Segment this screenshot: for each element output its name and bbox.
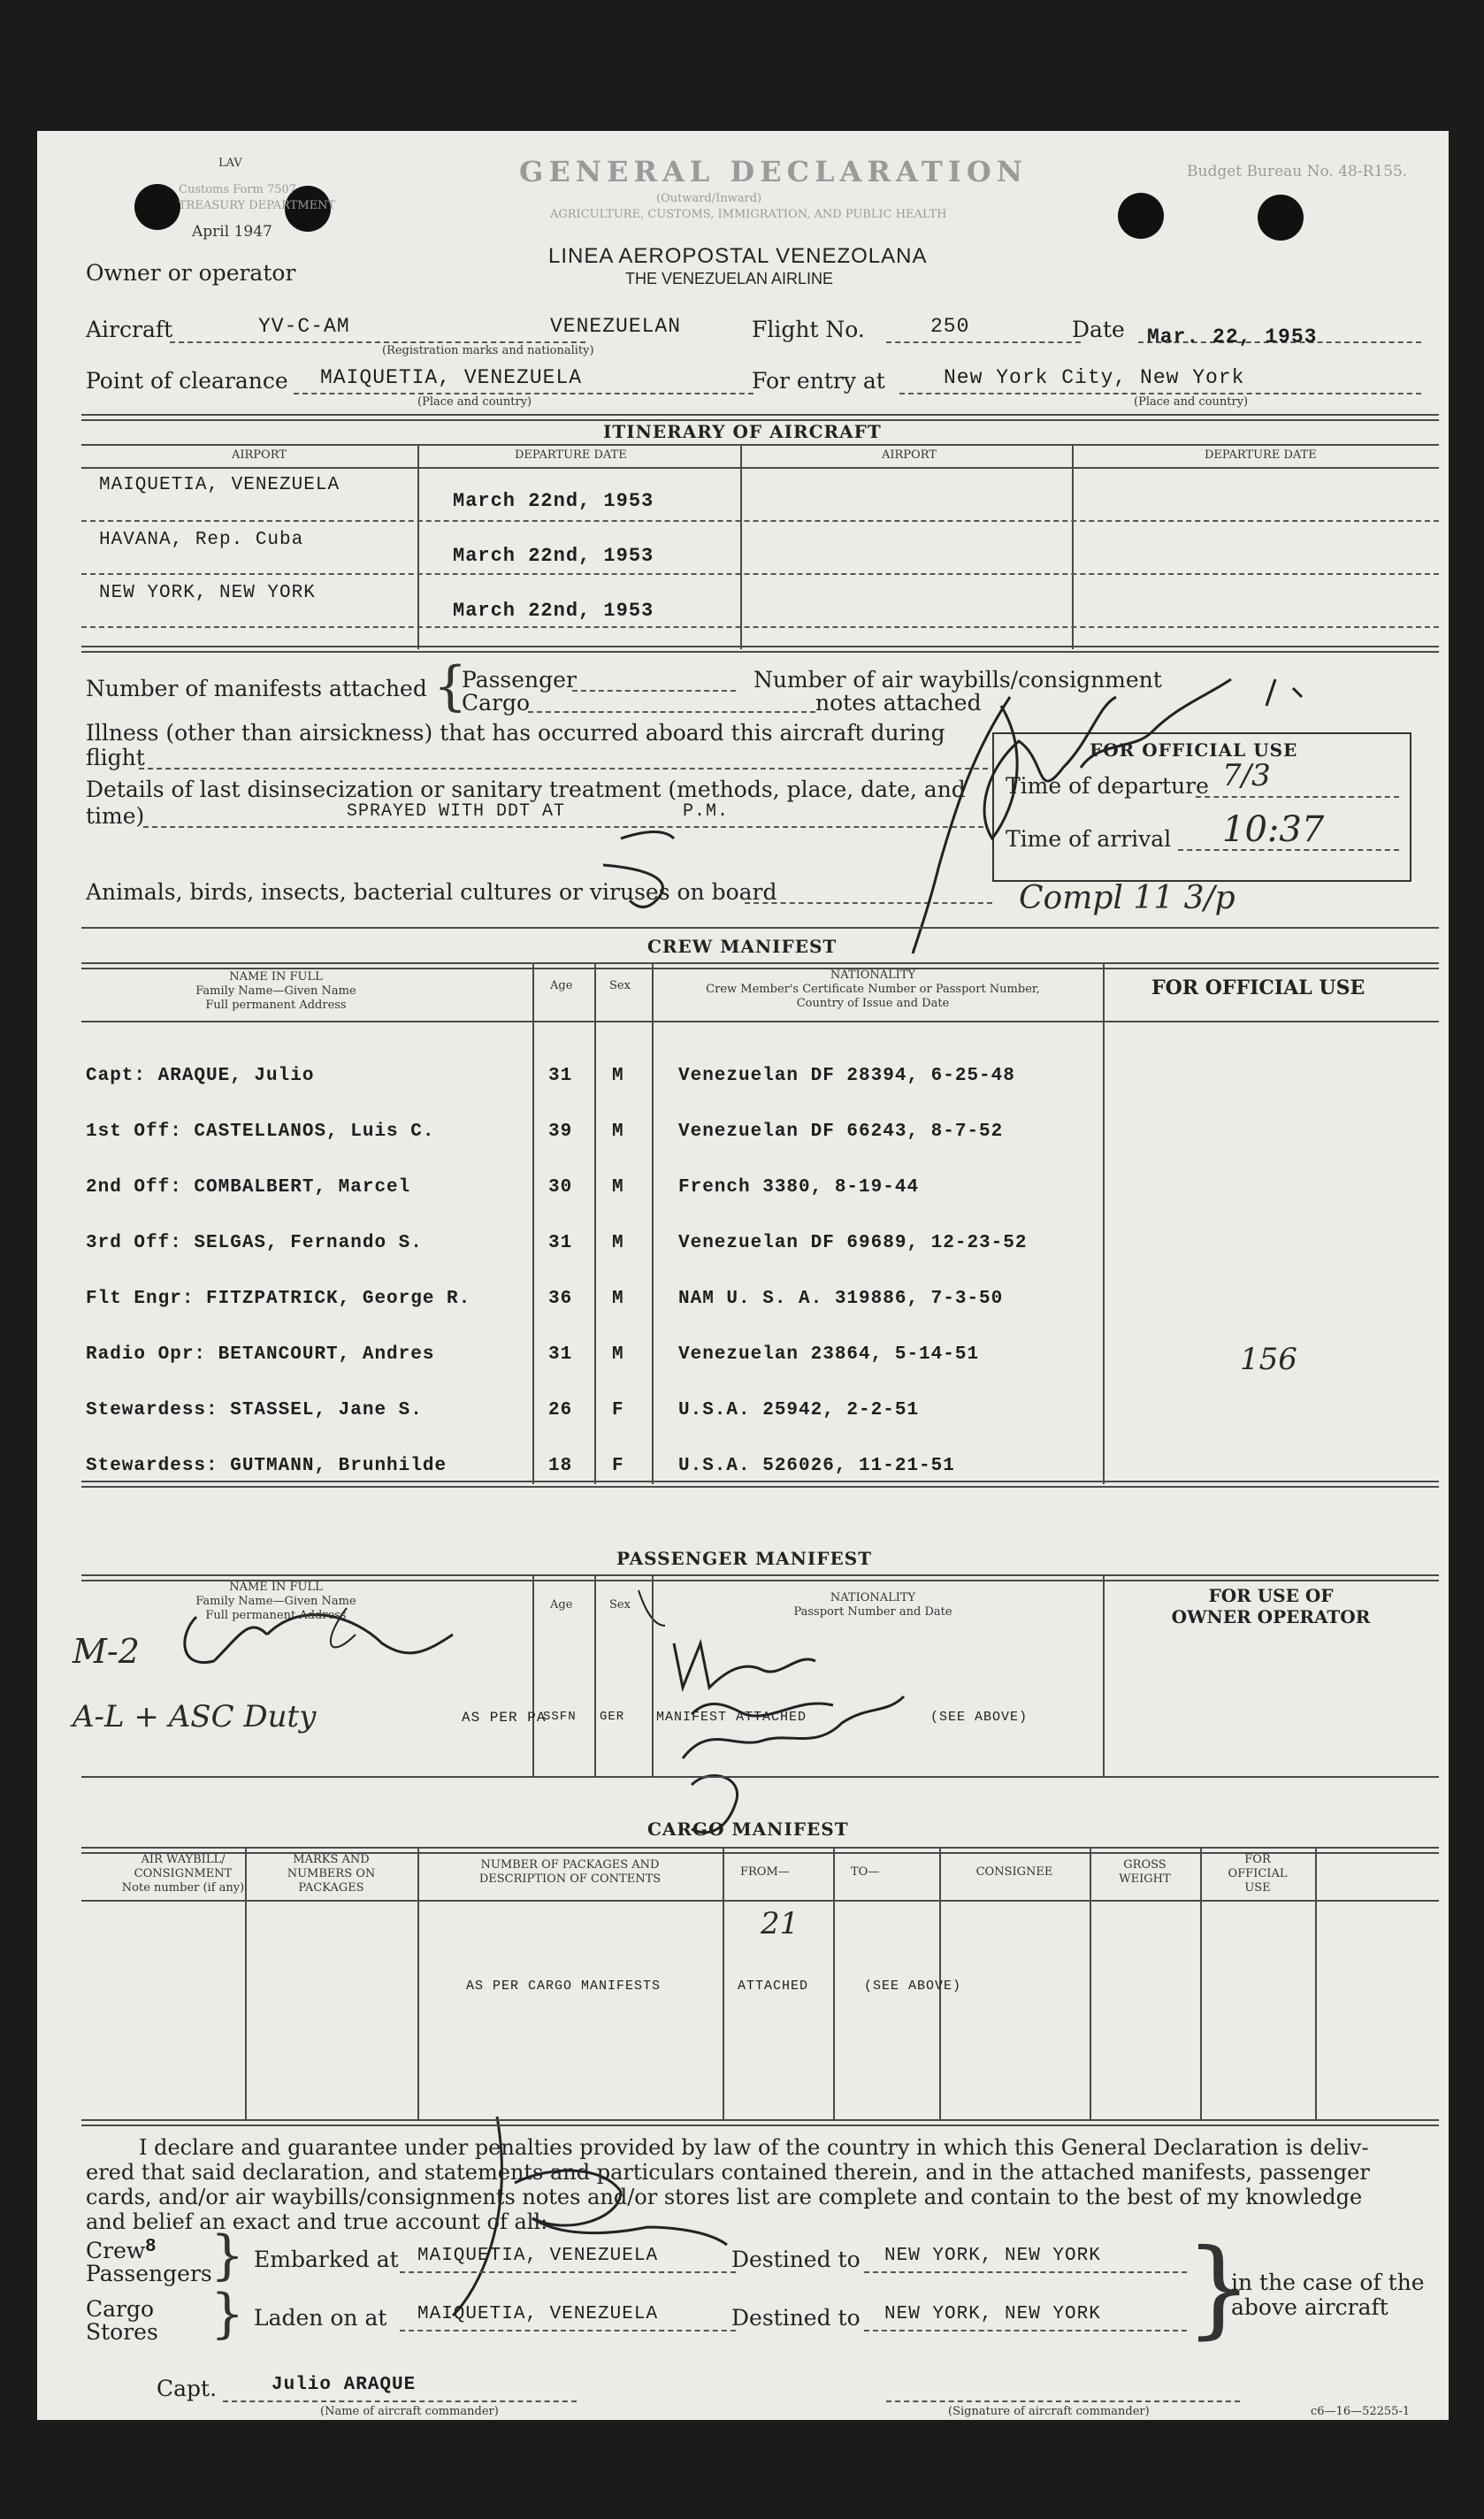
passenger-handwriting-code: M-2 bbox=[73, 1632, 140, 1671]
crew-sex: M bbox=[612, 1066, 624, 1086]
crew-age: 30 bbox=[548, 1177, 573, 1198]
cargo-see-above: (SEE ABOVE) bbox=[864, 1979, 962, 1994]
passenger-manifest-attached: MANIFEST ATTACHED bbox=[656, 1710, 807, 1725]
form-subtitle: (Outward/Inward) bbox=[656, 192, 762, 205]
aircraft-registration: YV-C-AM bbox=[258, 315, 350, 338]
crew-name: Stewardess: GUTMANN, Brunhilde bbox=[86, 1456, 447, 1476]
itinerary-col-departure: DEPARTURE DATE bbox=[515, 448, 627, 462]
embarked-label: Embarked at bbox=[254, 2247, 399, 2272]
clearance-place-note: (Place and country) bbox=[417, 395, 532, 409]
registration-note: (Registration marks and nationality) bbox=[382, 344, 594, 357]
passenger-divider bbox=[594, 1574, 596, 1778]
itinerary-airport: HAVANA, Rep. Cuba bbox=[99, 530, 304, 550]
certification-line: I declare and guarantee under penalties provided by law of the country in which this General Declaration is deliv- bbox=[139, 2135, 1369, 2160]
budget-bureau: Budget Bureau No. 48-R155. bbox=[1187, 163, 1408, 180]
cargo-col-consignee: CONSIGNEE bbox=[975, 1865, 1053, 1879]
entry-label: For entry at bbox=[752, 368, 885, 394]
crew-divider bbox=[594, 962, 596, 1484]
passenger-col-name-sub: Family Name—Given Name bbox=[195, 1595, 356, 1608]
crew-age: 36 bbox=[548, 1289, 573, 1309]
crew-divider bbox=[1103, 962, 1105, 1484]
crew-sex: M bbox=[612, 1344, 624, 1365]
crew-sex: M bbox=[612, 1122, 624, 1142]
crew-nationality: Venezuelan DF 28394, 6-25-48 bbox=[678, 1066, 1015, 1086]
cargo-as-per: AS PER CARGO MANIFESTS bbox=[466, 1979, 662, 1994]
in-case-label: in the case of the bbox=[1231, 2270, 1425, 2295]
destined2-line bbox=[864, 2330, 1187, 2331]
passenger-heading: PASSENGER MANIFEST bbox=[616, 1548, 873, 1569]
certification-line: and belief an exact and true account of all: bbox=[86, 2209, 548, 2234]
arrival-time-handwriting: 10:37 bbox=[1222, 809, 1325, 850]
cargo-heading: CARGO MANIFEST bbox=[647, 1818, 849, 1840]
captain-name-line bbox=[223, 2400, 577, 2402]
embarked-at: MAIQUETIA, VENEZUELA bbox=[417, 2246, 659, 2266]
cargo-col-weight: WEIGHT bbox=[1119, 1872, 1171, 1886]
crew-sex: M bbox=[612, 1177, 624, 1198]
declaration-sheet bbox=[37, 131, 1449, 2420]
cargo-col-numbers: NUMBERS ON bbox=[287, 1867, 376, 1880]
cargo-bottom-rule bbox=[81, 2119, 1439, 2126]
crew-divider bbox=[652, 962, 654, 1484]
crew-count-label: Crew bbox=[86, 2238, 146, 2263]
stores-count-label: Stores bbox=[86, 2319, 158, 2345]
form-title: GENERAL DECLARATION bbox=[519, 155, 1028, 188]
cargo-divider bbox=[1315, 1847, 1317, 2121]
crew-col-age: Age bbox=[550, 979, 573, 992]
passenger-see-above: (SEE ABOVE) bbox=[930, 1710, 1029, 1725]
illness-flight-label: flight bbox=[86, 745, 145, 770]
crew-top-rule bbox=[81, 927, 1439, 929]
crew-nationality: Venezuelan DF 69689, 12-23-52 bbox=[678, 1233, 1028, 1253]
passenger-handwriting-scrawl bbox=[656, 1617, 975, 1776]
itinerary-date: March 22nd, 1953 bbox=[453, 490, 654, 512]
captain-name-note: (Name of aircraft commander) bbox=[320, 2405, 499, 2418]
passenger-divider bbox=[1103, 1574, 1105, 1778]
captain-label: Capt. bbox=[157, 2376, 218, 2401]
treasury-department: TREASURY DEPARTMENT bbox=[179, 199, 336, 212]
cargo-divider bbox=[833, 1847, 835, 2121]
cargo-manifest-label: Cargo bbox=[462, 690, 531, 716]
sprayed-note: SPRAYED WITH DDT AT bbox=[347, 801, 566, 822]
cargo-header-rule bbox=[81, 1847, 1439, 1854]
itinerary-airport: MAIQUETIA, VENEZUELA bbox=[99, 475, 340, 495]
passenger-as-per: AS PER PA bbox=[462, 1710, 547, 1726]
crew-brace: } bbox=[210, 2224, 245, 2286]
crew-col-certificate: Crew Member's Certificate Number or Passport Number, bbox=[706, 983, 1040, 996]
passengers-count-label: Passengers bbox=[86, 2261, 212, 2286]
crew-nationality: French 3380, 8-19-44 bbox=[678, 1177, 920, 1198]
cargo-attached: ATTACHED bbox=[738, 1979, 809, 1994]
completion-handwriting: Compl 11 3/p bbox=[1019, 880, 1235, 916]
cargo-divider bbox=[245, 1847, 247, 2121]
date-label: Date bbox=[1072, 317, 1125, 342]
certification-line: ered that said declaration, and statements and particulars contained therein, and in the attached manifests, passenger bbox=[86, 2160, 1370, 2185]
destined-label: Destined to bbox=[731, 2247, 861, 2272]
cargo-col-number: NUMBER OF PACKAGES AND bbox=[480, 1858, 660, 1872]
destined2-label: Destined to bbox=[731, 2305, 861, 2331]
crew-col-address: Full permanent Address bbox=[205, 999, 347, 1012]
disinsection-label: Details of last disinsecization or sanitary treatment (methods, place, date, and bbox=[86, 777, 966, 802]
crew-col-nationality: NATIONALITY bbox=[830, 969, 916, 982]
crew-col-official: FOR OFFICIAL USE bbox=[1151, 976, 1365, 999]
laden-label: Laden on at bbox=[254, 2305, 387, 2331]
certification-line: cards, and/or air waybills/consignments notes and/or stores list are complete and contain to the best of my knowledge bbox=[86, 2185, 1363, 2209]
sprayed-pm: P.M. bbox=[683, 801, 730, 822]
passenger-col-passport: Passport Number and Date bbox=[793, 1605, 952, 1619]
crew-nationality: U.S.A. 526026, 11-21-51 bbox=[678, 1456, 955, 1476]
airline-stamp-english: THE VENEZUELAN AIRLINE bbox=[625, 270, 834, 287]
crew-bottom-rule bbox=[81, 1481, 1439, 1488]
above-aircraft-label: above aircraft bbox=[1231, 2294, 1388, 2320]
flight-date: Mar. 22, 1953 bbox=[1147, 325, 1318, 348]
itinerary-heading: ITINERARY OF AIRCRAFT bbox=[603, 421, 882, 442]
cargo-divider bbox=[1090, 1847, 1091, 2121]
cargo-col-gross: GROSS bbox=[1123, 1858, 1167, 1872]
crew-age: 39 bbox=[548, 1122, 573, 1142]
clearance-label: Point of clearance bbox=[86, 368, 288, 394]
crew-sex: F bbox=[612, 1456, 624, 1476]
crew-age: 31 bbox=[548, 1066, 573, 1086]
crew-age: 31 bbox=[548, 1233, 573, 1253]
crew-age: 31 bbox=[548, 1344, 573, 1365]
passenger-ssfn: SSFN bbox=[543, 1710, 577, 1724]
aircraft-nationality: VENEZUELAN bbox=[550, 315, 682, 338]
crew-name: Flt Engr: FITZPATRICK, George R. bbox=[86, 1289, 471, 1309]
crew-nationality: Venezuelan DF 66243, 8-7-52 bbox=[678, 1122, 1004, 1142]
crew-name: 1st Off: CASTELLANOS, Luis C. bbox=[86, 1122, 435, 1142]
notes-attached-label: notes attached bbox=[815, 690, 982, 716]
passenger-col-owner-operator: OWNER OPERATOR bbox=[1171, 1606, 1371, 1627]
crew-sex: M bbox=[612, 1233, 624, 1253]
crew-name: Stewardess: STASSEL, Jane S. bbox=[86, 1400, 423, 1420]
passenger-manifest-label: Passenger bbox=[462, 667, 577, 693]
cargo-col-consignment: CONSIGNMENT bbox=[134, 1867, 233, 1880]
crew-count: 8 bbox=[145, 2237, 157, 2257]
cargo-brace: } bbox=[210, 2283, 245, 2345]
crew-nationality: U.S.A. 25942, 2-2-51 bbox=[678, 1400, 920, 1420]
destined-line bbox=[864, 2271, 1187, 2273]
passenger-col-owner: FOR USE OF bbox=[1208, 1585, 1334, 1606]
crew-age: 18 bbox=[548, 1456, 573, 1476]
cargo-col-marks: MARKS AND bbox=[293, 1853, 370, 1866]
cargo-handwriting: 21 bbox=[761, 1906, 799, 1941]
crew-heading: CREW MANIFEST bbox=[647, 936, 838, 957]
crew-subheader-rule bbox=[81, 1021, 1439, 1022]
form-reference: Customs Form 7507 bbox=[179, 183, 297, 196]
cargo-col-waybill: AIR WAYBILL/ bbox=[141, 1853, 226, 1866]
cargo-count-label: Cargo bbox=[86, 2296, 155, 2322]
time-arrival-label: Time of arrival bbox=[1006, 826, 1172, 852]
form-date: April 1947 bbox=[192, 223, 272, 241]
crew-name: 3rd Off: SELGAS, Fernando S. bbox=[86, 1233, 423, 1253]
agencies-line: AGRICULTURE, CUSTOMS, IMMIGRATION, AND PUBLIC HEALTH bbox=[550, 208, 947, 221]
animals-label: Animals, birds, insects, bacterial cultures or viruses on board bbox=[86, 879, 777, 905]
destined-to: NEW YORK, NEW YORK bbox=[884, 2246, 1101, 2266]
passenger-col-age: Age bbox=[550, 1598, 573, 1612]
crew-divider bbox=[532, 962, 534, 1484]
passenger-bottom-rule bbox=[81, 1776, 1439, 1778]
itinerary-col-airport-2: AIRPORT bbox=[882, 448, 937, 462]
cargo-subheader-rule bbox=[81, 1900, 1439, 1902]
crew-official-note: 156 bbox=[1240, 1342, 1297, 1377]
cargo-divider bbox=[1200, 1847, 1202, 2121]
crew-sex: F bbox=[612, 1400, 624, 1420]
flight-number: 250 bbox=[930, 315, 970, 338]
passenger-divider bbox=[652, 1574, 654, 1778]
captain-name: Julio ARAQUE bbox=[272, 2375, 417, 2395]
laden-at: MAIQUETIA, VENEZUELA bbox=[417, 2304, 659, 2324]
signature-note: (Signature of aircraft commander) bbox=[948, 2405, 1150, 2418]
departure-handwriting: 7/3 bbox=[1222, 758, 1271, 793]
waybills-label: Number of air waybills/consignment bbox=[753, 667, 1162, 693]
itinerary-date: March 22nd, 1953 bbox=[453, 545, 654, 567]
disinsection-time-label: time) bbox=[86, 803, 145, 829]
passenger-col-name: NAME IN FULL bbox=[229, 1581, 323, 1594]
passenger-handwriting-note: A-L + ASC Duty bbox=[73, 1699, 317, 1734]
illness-label: Illness (other than airsickness) that has occurred aboard this aircraft during bbox=[86, 720, 945, 746]
passenger-col-sex: Sex bbox=[609, 1598, 631, 1612]
crew-sex: M bbox=[612, 1289, 624, 1309]
point-of-clearance: MAIQUETIA, VENEZUELA bbox=[320, 366, 583, 389]
crew-col-name-sub: Family Name—Given Name bbox=[195, 984, 356, 998]
owner-operator-label: Owner or operator bbox=[86, 260, 296, 286]
crew-name: 2nd Off: COMBALBERT, Marcel bbox=[86, 1177, 411, 1198]
crew-nationality: NAM U. S. A. 319886, 7-3-50 bbox=[678, 1289, 1004, 1309]
cargo-col-description: DESCRIPTION OF CONTENTS bbox=[478, 1872, 662, 1886]
signature-line bbox=[886, 2400, 1240, 2402]
cargo-divider bbox=[723, 1847, 724, 2121]
form-number: c6—16—52255-1 bbox=[1311, 2405, 1411, 2418]
cargo-col-official: OFFICIAL bbox=[1228, 1867, 1288, 1880]
passenger-divider bbox=[532, 1574, 534, 1778]
passenger-col-nationality: NATIONALITY bbox=[830, 1591, 916, 1604]
itinerary-col-airport: AIRPORT bbox=[232, 448, 287, 462]
case-brace: } bbox=[1185, 2227, 1253, 2350]
official-use-heading: FOR OFFICIAL USE bbox=[1090, 739, 1298, 761]
crew-col-sex: Sex bbox=[609, 979, 631, 992]
cargo-col-packages: PACKAGES bbox=[298, 1881, 364, 1895]
cargo-col-to: TO— bbox=[851, 1865, 880, 1879]
entry-place-note: (Place and country) bbox=[1134, 395, 1249, 409]
crew-nationality: Venezuelan 23864, 5-14-51 bbox=[678, 1344, 980, 1365]
crew-col-issue: Country of Issue and Date bbox=[796, 997, 950, 1010]
cargo-col-note-number: Note number (if any) bbox=[121, 1881, 245, 1895]
itinerary-airport: NEW YORK, NEW YORK bbox=[99, 583, 316, 603]
itinerary-date: March 22nd, 1953 bbox=[453, 600, 654, 622]
lav-mark: LAV bbox=[218, 157, 242, 170]
passenger-col-address: Full permanent Address bbox=[205, 1609, 347, 1622]
airline-stamp: LINEA AEROPOSTAL VENEZOLANA bbox=[548, 244, 928, 268]
crew-name: Capt: ARAQUE, Julio bbox=[86, 1066, 315, 1086]
cargo-col-use: USE bbox=[1244, 1881, 1271, 1895]
manifests-label: Number of manifests attached bbox=[86, 676, 427, 701]
flight-number-label: Flight No. bbox=[752, 317, 865, 342]
crew-name: Radio Opr: BETANCOURT, Andres bbox=[86, 1344, 435, 1365]
time-departure-label: Time of departure bbox=[1006, 773, 1209, 799]
laden-line bbox=[400, 2330, 736, 2331]
passenger-ger: GER bbox=[600, 1710, 625, 1724]
destined2-to: NEW YORK, NEW YORK bbox=[884, 2304, 1101, 2324]
handwritten-marks bbox=[37, 131, 1449, 2420]
crew-age: 26 bbox=[548, 1400, 573, 1420]
cargo-divider bbox=[417, 1847, 419, 2121]
entry-point: New York City, New York bbox=[944, 366, 1245, 389]
cargo-col-for: FOR bbox=[1244, 1853, 1271, 1866]
itinerary-col-departure-2: DEPARTURE DATE bbox=[1205, 448, 1317, 462]
embarked-line bbox=[400, 2271, 736, 2273]
crew-col-name: NAME IN FULL bbox=[229, 970, 323, 984]
crew-header-rule bbox=[81, 962, 1439, 969]
cargo-col-from: FROM— bbox=[740, 1865, 790, 1879]
manifests-brace: { bbox=[433, 655, 468, 717]
aircraft-label: Aircraft bbox=[86, 317, 173, 342]
